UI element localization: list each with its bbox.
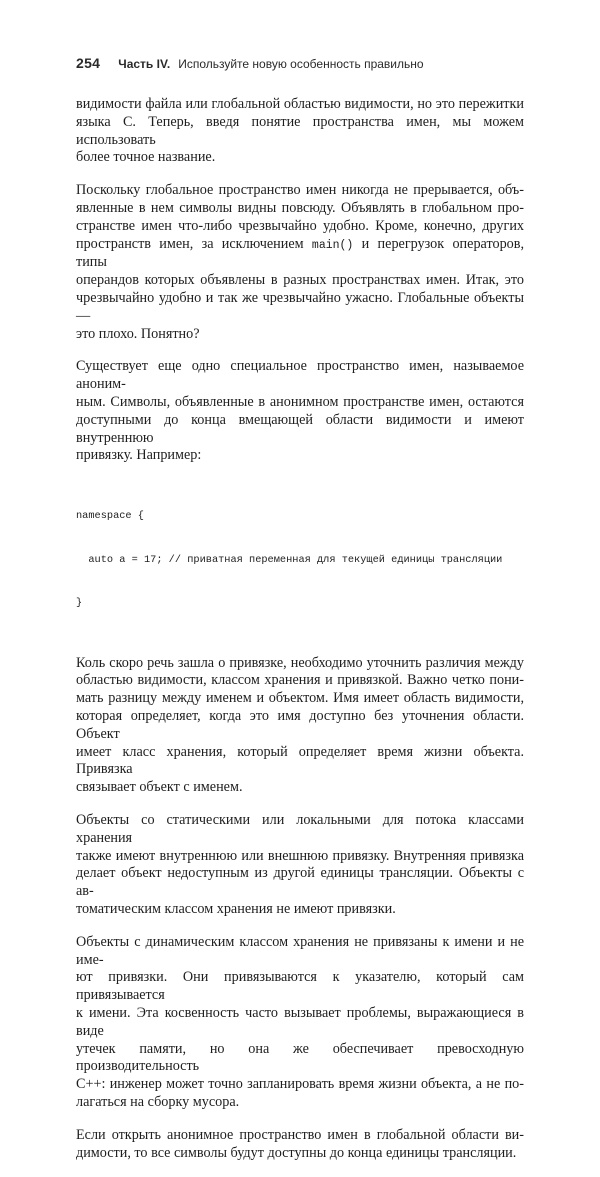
text-fragment: пространств имен, за исключением [76,235,304,252]
text-line: привязку. Например: [76,447,202,464]
running-header [76,55,536,71]
text-line: областью видимости, классом хранения и привязкой. Важно четко пони- [76,672,524,689]
page-number: 254 [76,55,101,71]
text-line: Существует еще одно специальное пространство имен, называемое аноним- [76,358,524,393]
paragraph [76,812,524,919]
text-line: Объекты с динамическим классом хранения не привязаны к имени и не име- [76,933,524,968]
text-line-with-code [76,236,524,273]
text-line: лагаться на сборку мусора. [76,1093,240,1110]
paragraph [76,96,524,167]
text-line: к имени. Эта косвенность часто вызывает проблемы, выражающиеся в виде [76,1004,524,1039]
text-line: имеет класс хранения, который определяет время жизни объекта. Привязка [76,743,524,778]
text-line: также имеют внутреннюю или внешнюю привязку. Внутренняя привязка [76,847,524,864]
text-line: Если открыть анонимное пространство имен в глобальной области ви- [76,1126,524,1143]
text-line: ным. Символы, объявленные в анонимном пространстве имен, остаются [76,393,524,410]
text-line: чрезвычайно удобно и так же чрезвычайно ужасно. Глобальные объекты — [76,289,524,324]
text-fragment: и перегрузок операторов, типы [76,235,525,271]
code-line: auto a = 17; // приватная переменная для текущей единицы трансляции [76,553,503,566]
chapter-title: Используйте новую особенность правильно [178,57,424,71]
text-line: ют привязки. Они привязываются к указателю, который сам привязывается [76,969,524,1004]
paragraph [76,358,524,465]
code-line: } [76,597,83,610]
text-line: Коль скоро речь зашла о привязке, необходимо уточнить различия между [76,654,524,671]
part-label: Часть IV. [118,57,171,71]
inline-code: main() [311,238,354,252]
paragraph [76,934,524,1112]
text-line: Поскольку глобальное пространство имен никогда не прерывается, объ- [76,182,524,199]
text-line: более точное название. [76,149,216,166]
paragraph [76,1127,524,1163]
paragraph [76,655,524,797]
text-line: которая определяет, когда это имя доступно без уточнения области. Объект [76,708,524,742]
code-line: namespace { [76,510,144,523]
text-line: Объекты со статическими или локальными для потока классами хранения [76,812,524,846]
text-line: видимости файла или глобальной областью видимости, но это пережитки [76,96,524,112]
text-line: делает объект недоступным из другой единицы трансляции. Объекты с ав- [76,865,524,900]
text-line: мать разницу между именем и объектом. Имя имеет область видимости, [76,690,524,707]
text-line: томатическим классом хранения не имеют привязки. [76,901,396,917]
text-line: утечек памяти, но она же обеспечивает превосходную производительность [76,1040,524,1075]
text-line: операндов которых объявлены в разных пространствах имен. Итак, это [76,272,524,289]
text-line: странстве имен что-либо чрезвычайно удобно. Кроме, конечно, других [76,217,524,234]
text-line: доступными до конца вмещающей области видимости и имеют внутреннюю [76,411,524,446]
text-line: это плохо. Понятно? [76,325,200,342]
text-line: языка C. Теперь, введя понятие пространства имен, мы можем использовать [76,113,524,148]
text-line: явленные в нем символы видны повсюду. Объявлять в глобальном про- [76,199,524,216]
text-line: C++: инженер может точно запланировать время жизни объекта, а не по- [76,1076,524,1093]
code-listing [76,480,524,640]
paragraph [76,182,524,343]
text-line: димости, то все символы будут доступны до конца единицы трансляции. [76,1144,517,1161]
page-body [76,96,524,1177]
text-line: связывает объект с именем. [76,779,243,796]
